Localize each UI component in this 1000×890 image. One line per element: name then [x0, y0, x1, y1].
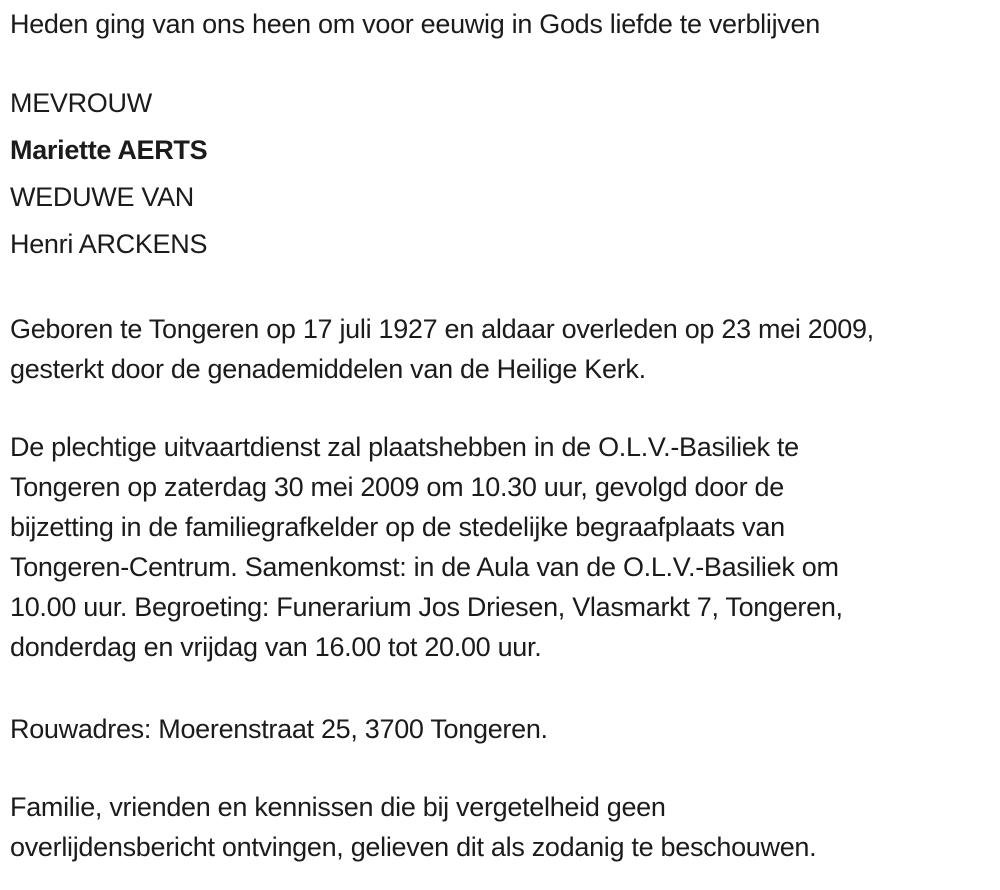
deceased-name: Mariette AERTS: [10, 135, 208, 165]
birth-death-paragraph: [10, 309, 990, 389]
spouse-name: Henri ARCKENS: [10, 229, 208, 259]
text-line: bijzetting in de familiegrafkelder op de stedelijke begraafplaats van: [10, 512, 785, 542]
deceased-block: [10, 80, 990, 268]
intro-line: Heden ging van ons heen om voor eeuwig in Gods liefde te verblijven: [10, 9, 820, 39]
text-line: Familie, vrienden en kennissen die bij vergetelheid geen: [10, 792, 666, 822]
text-line: Tongeren-Centrum. Samenkomst: in de Aula van de O.L.V.-Basiliek om: [10, 552, 839, 582]
text-line: donderdag en vrijdag van 16.00 tot 20.00 uur.: [10, 632, 542, 662]
text-line: De plechtige uitvaartdienst zal plaatshebben in de O.L.V.-Basiliek te: [10, 432, 799, 462]
text-line: gesterkt door de genademiddelen van de Heilige Kerk.: [10, 354, 646, 384]
text-line: overlijdensbericht ontvingen, gelieven dit als zodanig te beschouwen.: [10, 832, 817, 862]
funeral-service-paragraph: [10, 427, 990, 667]
mourning-address-paragraph: [10, 709, 990, 749]
apology-paragraph: [10, 787, 990, 867]
obituary-document: [0, 4, 1000, 867]
relation-line: WEDUWE VAN: [10, 182, 194, 212]
mourning-address-line: Rouwadres: Moerenstraat 25, 3700 Tongeren.: [10, 714, 548, 744]
text-line: 10.00 uur. Begroeting: Funerarium Jos Driesen, Vlasmarkt 7, Tongeren,: [10, 592, 843, 622]
text-line: Tongeren op zaterdag 30 mei 2009 om 10.30 uur, gevolgd door de: [10, 472, 784, 502]
salutation-line: MEVROUW: [10, 88, 152, 118]
text-line: Geboren te Tongeren op 17 juli 1927 en aldaar overleden op 23 mei 2009,: [10, 314, 874, 344]
